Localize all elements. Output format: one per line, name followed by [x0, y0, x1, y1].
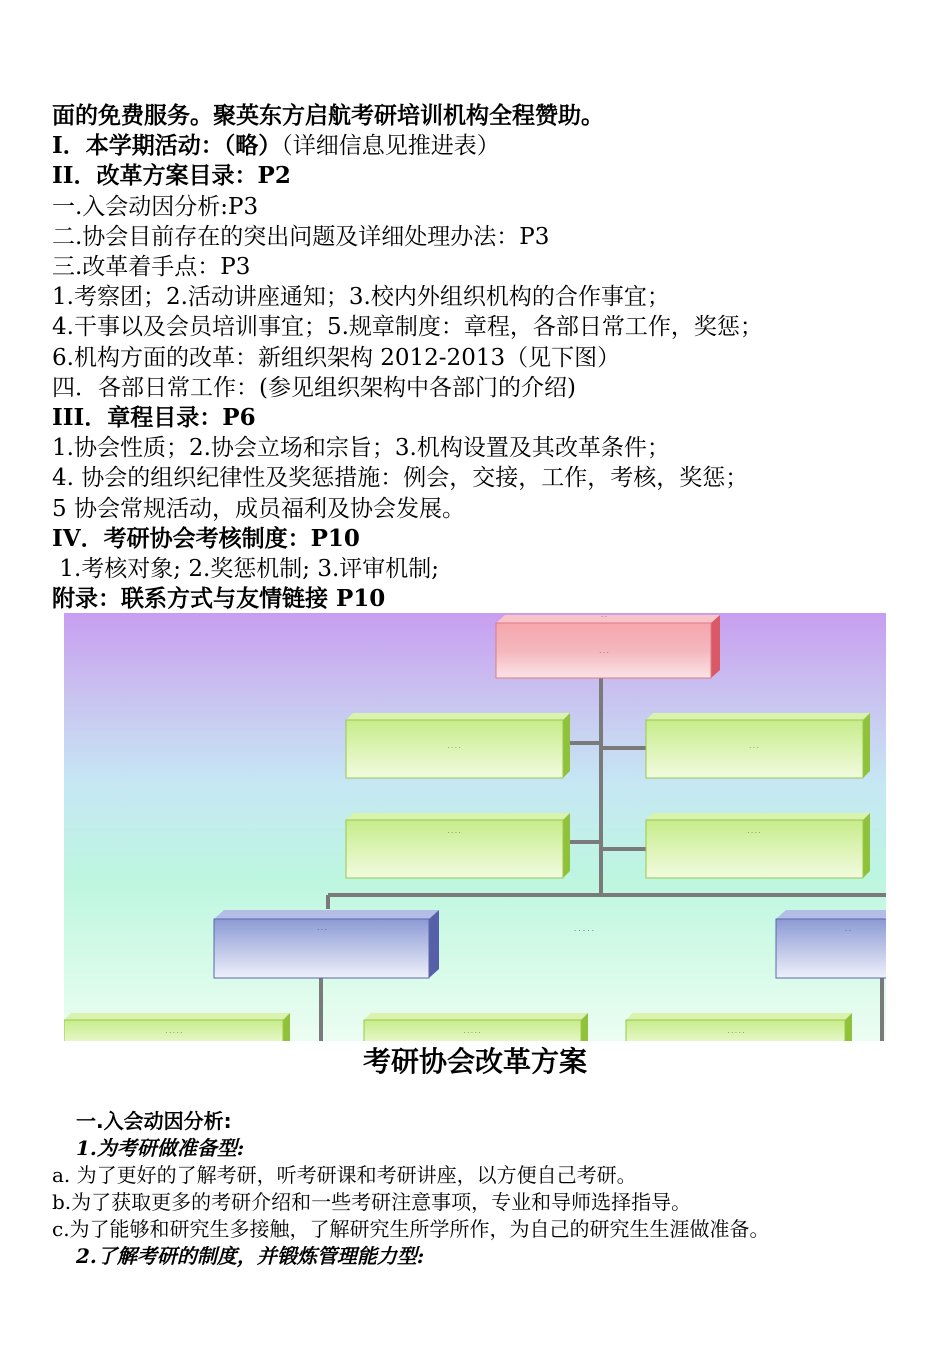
list-item-a: a. 为了更好的了解考研，听考研课和考研讲座，以方便自己考研。: [52, 1163, 637, 1187]
svg-text:· · · · ·: · · · · ·: [463, 1030, 481, 1037]
svg-text:· · · · ·: · · · · ·: [727, 1030, 745, 1037]
org-box-department-right: [776, 910, 886, 978]
toc-appendix-heading: 附录：联系方式与友情链接 P10: [52, 585, 386, 613]
toc-item: 三.改革着手点：P3: [52, 254, 251, 281]
org-box-secretary-left: [346, 813, 570, 878]
list-item-c: c.为了能够和研究生多接触，了解研究生所学所作，为自己的研究生生涯做准备。: [52, 1217, 770, 1241]
document-title: 考研协会改革方案: [362, 1045, 587, 1078]
svg-text:· · · ·: · · · ·: [447, 745, 461, 752]
toc-item: 一.入会动因分析:P3: [52, 193, 259, 220]
subheading-management: 2.了解考研的制度，并锻炼管理能力型:: [76, 1244, 425, 1268]
toc-charter-heading: III．章程目录：P6: [52, 404, 256, 432]
toc-item: 1.考核对象; 2.奖惩机制; 3.评审机制;: [52, 556, 440, 583]
org-box-vice-left: [346, 713, 570, 778]
toc-item: 4.干事以及会员培训事宜；5.规章制度：章程，各部日常工作，奖惩；: [52, 314, 763, 341]
svg-text:· · ·: · · ·: [599, 650, 609, 657]
toc-item: 1.考察团；2.活动讲座通知；3.校内外组织机构的合作事宜；: [52, 284, 670, 311]
toc-activities-head: I．本学期活动：（略）: [52, 132, 282, 160]
section-motivation: [52, 1108, 932, 1270]
svg-text:· ·: · ·: [845, 928, 851, 935]
toc-item: 1.协会性质；2.协会立场和宗旨；3.机构设置及其改革条件；: [52, 435, 670, 462]
svg-text:· · · · ·: · · · · ·: [165, 1030, 183, 1037]
toc-item: 四．各部日常工作：(参见组织架构中各部门的介绍): [52, 374, 576, 401]
svg-text:· · ·: · · ·: [317, 927, 327, 934]
svg-text:· · · ·: · · · ·: [447, 830, 461, 837]
toc-item: 二.协会目前存在的突出问题及详细处理办法：P3: [52, 223, 550, 250]
toc-item: 5 协会常规活动，成员福利及协会发展。: [52, 495, 465, 522]
org-box-sub-1: [64, 1013, 290, 1041]
svg-text:· · · ·: · · · ·: [747, 830, 761, 837]
section-heading: 一.入会动因分析:: [76, 1109, 232, 1133]
org-box-vice-right: [646, 713, 870, 778]
svg-text:· · ·: · · ·: [749, 745, 759, 752]
toc-item: 6.机构方面的改革：新组织架构 2012-2013（见下图）: [52, 344, 621, 371]
org-chart-dots: · · · · ·: [573, 927, 595, 935]
org-chart: [64, 613, 886, 1041]
org-chart-svg: [64, 613, 886, 1041]
toc-item: 4. 协会的组织纪律性及奖惩措施：例会，交接，工作，考核，奖惩；: [52, 465, 749, 492]
org-box-president: [496, 614, 720, 678]
toc-line-activities: [52, 131, 912, 161]
list-item-b: b.为了获取更多的考研介绍和一些考研注意事项，专业和导师选择指导。: [52, 1190, 692, 1214]
svg-text:· ·: · ·: [601, 614, 607, 621]
toc-reform-heading: II．改革方案目录：P2: [52, 162, 291, 190]
table-of-contents: [52, 101, 912, 614]
org-box-department-left: [214, 910, 439, 978]
toc-assessment-heading: IV．考研协会考核制度：P10: [52, 524, 360, 552]
subheading-prep: 1.为考研做准备型:: [76, 1136, 245, 1160]
toc-line-intro: 面的免费服务。聚英东方启航考研培训机构全程赞助。: [52, 102, 604, 129]
org-box-secretary-right: [646, 813, 870, 878]
toc-activities-tail: （详细信息见推进表）: [281, 133, 500, 160]
org-box-sub-3: [626, 1013, 852, 1041]
org-box-sub-2: [364, 1013, 588, 1041]
